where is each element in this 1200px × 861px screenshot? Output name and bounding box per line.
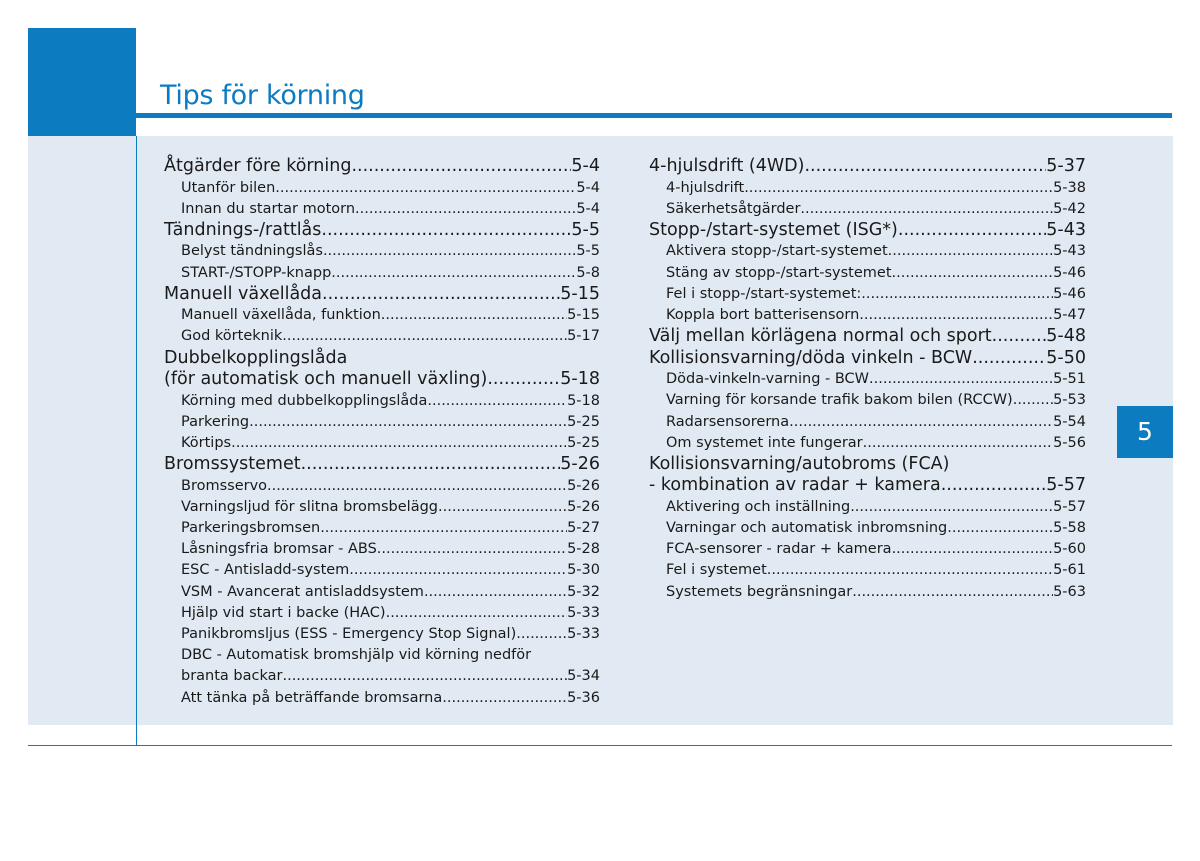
toc-entry-title: FCA-sensorer - radar + kamera	[666, 541, 892, 558]
toc-entry-title: Säkerhetsåtgärder	[666, 200, 801, 217]
dot-leader	[888, 241, 1053, 262]
dot-leader	[231, 433, 567, 454]
dot-leader	[992, 326, 1047, 348]
toc-entry[interactable]	[164, 156, 600, 178]
dot-leader	[377, 539, 567, 560]
toc-entry-title: Parkering	[181, 413, 250, 430]
dot-leader	[789, 412, 1053, 433]
toc-subentry[interactable]	[649, 539, 1086, 560]
toc-entry-title: Radarsensorerna	[666, 413, 790, 430]
toc-entry-title: Manuell växellåda, funktion	[181, 307, 381, 324]
toc-entry-title: Bromsservo	[181, 477, 268, 494]
toc-page-number: 5-58	[1053, 520, 1086, 537]
toc-entry-title: Varningsljud för slitna bromsbelägg	[181, 498, 438, 515]
toc-right-column	[649, 156, 1086, 603]
toc-entry-title: Bromssystemet	[164, 454, 301, 475]
dot-leader	[351, 156, 571, 178]
toc-entry-title: Stopp-/start-systemet (ISG*)	[649, 219, 898, 240]
toc-entry-title: Aktivera stopp-/start-systemet	[666, 243, 888, 260]
toc-subentry[interactable]	[649, 284, 1086, 305]
toc-page-number: 5-18	[560, 369, 600, 390]
toc-entry-title: (för automatisk och manuell växling)	[164, 369, 488, 390]
toc-page-number: 5-33	[567, 626, 600, 642]
toc-entry-title: Fel i systemet	[666, 562, 767, 579]
toc-entry[interactable]	[164, 220, 600, 242]
toc-page-number: 5-26	[560, 454, 600, 475]
dot-leader	[804, 156, 1046, 178]
toc-subentry[interactable]	[649, 433, 1086, 454]
toc-entry-title: Välj mellan körlägena normal och sport	[649, 326, 992, 347]
toc-entry-title: 4-hjulsdrift	[666, 179, 745, 196]
toc-page-number: 5-30	[567, 562, 600, 579]
toc-entry-title: Körning med dubbelkopplingslåda	[181, 392, 428, 409]
dot-leader	[381, 305, 567, 326]
toc-entry-title: VSM - Avancerat antisladdsystem	[181, 583, 424, 600]
toc-subentry[interactable]	[164, 412, 600, 433]
toc-page-number: 5-26	[567, 498, 600, 515]
toc-subentry[interactable]	[164, 497, 600, 518]
dot-leader	[800, 199, 1053, 220]
toc-page-number: 5-28	[567, 541, 600, 558]
toc-page-number: 5-60	[1053, 541, 1086, 558]
toc-heading: Kollisionsvarning/autobroms (FCA)	[649, 453, 950, 474]
toc-subentry[interactable]	[164, 433, 600, 454]
toc-entry[interactable]	[164, 369, 600, 391]
toc-subentry[interactable]	[649, 305, 1086, 326]
title-rule	[136, 113, 1172, 118]
toc-page-number: 5-46	[1053, 285, 1086, 302]
dot-leader	[331, 263, 576, 284]
toc-subentry[interactable]	[164, 263, 600, 284]
toc-entry-title: Stäng av stopp-/start-systemet	[666, 264, 892, 281]
dot-leader	[323, 241, 576, 262]
toc-subentry[interactable]	[649, 497, 1086, 518]
toc-page-number: 5-61	[1053, 562, 1086, 579]
toc-page-number: 5-51	[1053, 371, 1086, 388]
dot-leader	[442, 688, 567, 709]
toc-entry-title: ESC - Antisladd-system	[181, 562, 350, 579]
toc-entry-title: Koppla bort batterisensorn	[666, 306, 860, 323]
dot-leader	[1013, 390, 1053, 411]
dot-leader	[947, 518, 1053, 539]
dot-leader	[349, 560, 567, 581]
toc-page-number: 5-50	[1046, 347, 1086, 368]
dot-leader	[941, 475, 1047, 497]
toc-subentry[interactable]	[164, 391, 600, 412]
chapter-corner-block	[28, 28, 136, 136]
toc-page-number: 5-47	[1053, 306, 1086, 323]
dot-leader	[859, 305, 1053, 326]
toc-subentry[interactable]	[649, 560, 1086, 581]
toc-entry-title: Varningar och automatisk inbromsning	[666, 520, 948, 537]
toc-subentry[interactable]	[164, 476, 600, 497]
toc-subentry[interactable]	[164, 603, 600, 624]
toc-entry-title: Utanför bilen	[181, 179, 276, 196]
dot-leader	[427, 391, 567, 412]
vertical-rule	[136, 136, 137, 746]
toc-page-number: 5-17	[567, 328, 600, 345]
toc-subentry[interactable]	[164, 539, 600, 560]
toc-page-number: 5-42	[1053, 200, 1086, 217]
toc-entry-title: Om systemet inte fungerar	[666, 434, 863, 451]
toc-page-number: 5-33	[567, 604, 600, 621]
toc-entry-title: Kollisionsvarning/döda vinkeln - BCW	[649, 347, 973, 368]
dot-leader	[852, 582, 1053, 603]
toc-subentry[interactable]	[649, 263, 1086, 284]
toc-entry-title: Körtips	[181, 435, 232, 451]
toc-subentry[interactable]	[649, 369, 1086, 390]
toc-entry-title: Låsningsfria bromsar - ABS	[181, 541, 377, 558]
toc-heading: Dubbelkopplingslåda	[164, 347, 348, 368]
toc-entry-title: Att tänka på beträffande bromsarna	[181, 689, 443, 706]
toc-subentry[interactable]	[164, 688, 600, 709]
toc-page-number: 5-38	[1053, 179, 1086, 196]
toc-entry-title: Innan du startar motorn	[181, 200, 356, 217]
toc-page-number: 5-36	[567, 689, 600, 706]
toc-page-number: 5-15	[560, 283, 600, 304]
toc-entry-title: Systemets begränsningar	[666, 583, 853, 600]
dot-leader	[767, 560, 1053, 581]
dot-leader	[282, 666, 567, 687]
bottom-rule	[28, 745, 1172, 746]
dot-leader	[869, 369, 1053, 390]
dot-leader	[320, 518, 567, 539]
toc-page-number: 5-4	[576, 200, 600, 217]
dot-leader	[863, 433, 1053, 454]
dot-leader	[321, 220, 571, 242]
toc-page-number: 5-63	[1053, 583, 1086, 600]
left-margin-panel	[28, 136, 136, 725]
dot-leader	[850, 497, 1053, 518]
toc-entry-title: Tändnings-/rattlås	[164, 219, 322, 240]
toc-subentry[interactable]	[649, 518, 1086, 539]
toc-page-number: 5-4	[571, 156, 600, 176]
toc-entry-title: START-/STOPP-knapp	[181, 264, 332, 281]
toc-subentry[interactable]	[164, 624, 600, 645]
dot-leader	[355, 199, 576, 220]
toc-entry-title: Döda-vinkeln-varning - BCW	[666, 371, 870, 388]
dot-leader	[516, 624, 567, 645]
toc-entry-title: - kombination av radar + kamera	[649, 475, 941, 496]
toc-page-number: 5-53	[1053, 392, 1086, 409]
toc-page-number: 5-57	[1053, 498, 1086, 515]
toc-page-number: 5-43	[1053, 243, 1086, 260]
toc-subentry[interactable]	[164, 305, 600, 326]
toc-entry[interactable]	[164, 284, 600, 306]
toc-entry-title: Manuell växellåda	[164, 283, 323, 304]
dot-leader	[386, 603, 567, 624]
toc-page-number: 5-25	[567, 435, 600, 451]
toc-page-number: 5-34	[567, 668, 600, 685]
toc-page-number: 5-5	[576, 243, 600, 260]
toc-subentry[interactable]	[164, 178, 600, 199]
toc-entry[interactable]	[649, 326, 1086, 348]
dot-leader	[898, 220, 1046, 242]
page-title: Tips för körning	[160, 80, 365, 111]
toc-subentry[interactable]	[649, 582, 1086, 603]
toc-page-number: 5-56	[1053, 434, 1086, 451]
toc-page-number: 5-18	[567, 392, 600, 409]
toc-page-number: 5-25	[567, 413, 600, 430]
toc-entry-title: Belyst tändningslås	[181, 243, 323, 260]
toc-subentry[interactable]	[649, 178, 1086, 199]
toc-subentry[interactable]	[649, 241, 1086, 262]
toc-subentry[interactable]	[164, 518, 600, 539]
toc-page-number: 5-37	[1046, 156, 1086, 176]
dot-leader	[282, 326, 567, 347]
dot-leader	[301, 454, 561, 476]
toc-page-number: 5-5	[571, 219, 600, 240]
dot-leader	[275, 178, 576, 199]
toc-page-number: 5-8	[576, 264, 600, 281]
dot-leader	[424, 582, 567, 603]
dot-leader	[487, 369, 560, 391]
toc-entry-title: Fel i stopp-/start-systemet:	[666, 285, 862, 302]
toc-entry-title: Parkeringsbromsen	[181, 520, 321, 537]
toc-entry[interactable]	[164, 454, 600, 476]
toc-entry[interactable]	[649, 348, 1086, 370]
toc-subentry[interactable]	[164, 326, 600, 347]
dot-leader	[861, 284, 1053, 305]
toc-left-column	[164, 156, 600, 709]
toc-page-number: 5-57	[1046, 475, 1086, 496]
dot-leader	[892, 263, 1054, 284]
chapter-tab: 5	[1117, 406, 1173, 458]
toc-entry-title: Varning för korsande trafik bakom bilen (RCCW)	[666, 392, 1013, 409]
toc-page-number: 5-54	[1053, 413, 1086, 430]
toc-entry[interactable]	[649, 156, 1086, 178]
dot-leader	[249, 412, 567, 433]
toc-page-number: 5-43	[1046, 219, 1086, 240]
toc-entry-title: Åtgärder före körning	[164, 156, 352, 176]
toc-subentry[interactable]	[164, 199, 600, 220]
dot-leader	[892, 539, 1054, 560]
toc-subentry[interactable]	[164, 560, 600, 581]
toc-subentry[interactable]	[649, 199, 1086, 220]
dot-leader	[744, 178, 1053, 199]
toc-page-number: 5-32	[567, 583, 600, 600]
toc-subentry[interactable]	[649, 390, 1086, 411]
toc-subentry[interactable]	[164, 666, 600, 687]
toc-subentry[interactable]	[164, 582, 600, 603]
dot-leader	[438, 497, 567, 518]
toc-subentry[interactable]	[164, 241, 600, 262]
toc-entry[interactable]	[649, 475, 1086, 497]
toc-page-number: 5-46	[1053, 264, 1086, 281]
toc-page-number: 5-4	[576, 179, 600, 196]
toc-subentry-line: DBC - Automatisk bromshjälp vid körning nedför	[181, 647, 532, 664]
toc-page-number: 5-27	[567, 520, 600, 537]
toc-entry-title: Aktivering och inställning	[666, 498, 851, 515]
toc-subentry[interactable]	[649, 412, 1086, 433]
dot-leader	[322, 284, 560, 306]
toc-page-number: 5-48	[1046, 326, 1086, 347]
toc-entry-title: God körteknik	[181, 328, 283, 345]
toc-entry-title: 4-hjulsdrift (4WD)	[649, 156, 805, 176]
toc-page-number: 5-15	[567, 307, 600, 324]
toc-entry-title: Hjälp vid start i backe (HAC)	[181, 604, 386, 621]
toc-entry-title: branta backar	[181, 668, 283, 685]
toc-entry[interactable]	[649, 220, 1086, 242]
dot-leader	[972, 348, 1046, 370]
toc-entry-title: Panikbromsljus (ESS - Emergency Stop Signal)	[181, 626, 517, 642]
dot-leader	[267, 476, 567, 497]
toc-page-number: 5-26	[567, 477, 600, 494]
